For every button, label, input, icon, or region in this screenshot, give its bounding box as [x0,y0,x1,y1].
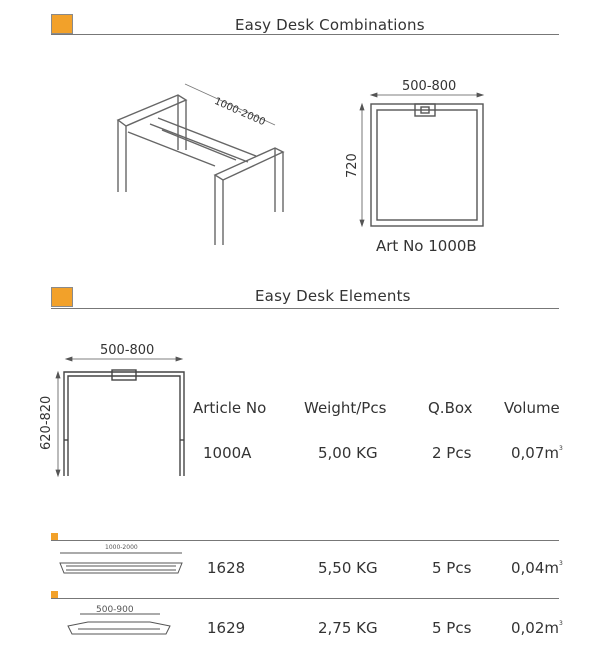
row-divider [51,540,559,541]
beam-dim: 1000-2000 [105,544,138,551]
header-weight: Weight/Pcs [304,399,387,417]
combinations-title: Easy Desk Combinations [235,16,425,34]
row-qbox: 5 Pcs [432,619,472,637]
row-article: 1000A [203,444,252,462]
plan-depth-dim: 720 [345,153,360,178]
row-article: 1629 [207,619,246,637]
row-marker-icon [51,591,58,598]
row-weight: 5,50 KG [318,559,378,577]
row-qbox: 5 Pcs [432,559,472,577]
article-caption: Art No 1000B [376,237,477,255]
row-volume: $0,02m^3$ [511,619,563,637]
row-marker-icon [51,533,58,540]
row-weight: 5,00 KG [318,444,378,462]
elements-title: Easy Desk Elements [255,287,411,305]
row-article: 1628 [207,559,246,577]
header-qbox: Q.Box [428,399,473,417]
row-divider [51,598,559,599]
frame-width-dim: 500-800 [100,343,155,358]
plan-width-dim: 500-800 [402,79,457,94]
header-volume: Volume [504,399,560,417]
frame-height-dim: 620-820 [39,395,54,450]
header-article: Article No [193,399,267,417]
row-qbox: 2 Pcs [432,444,472,462]
beam-dim: 500-900 [96,605,134,615]
row-volume: $0,04m^3$ [511,559,563,577]
row-weight: 2,75 KG [318,619,378,637]
row-volume: $0,07m^3$ [511,444,563,462]
perspective-length-dim: 1000-2000 [212,96,267,129]
